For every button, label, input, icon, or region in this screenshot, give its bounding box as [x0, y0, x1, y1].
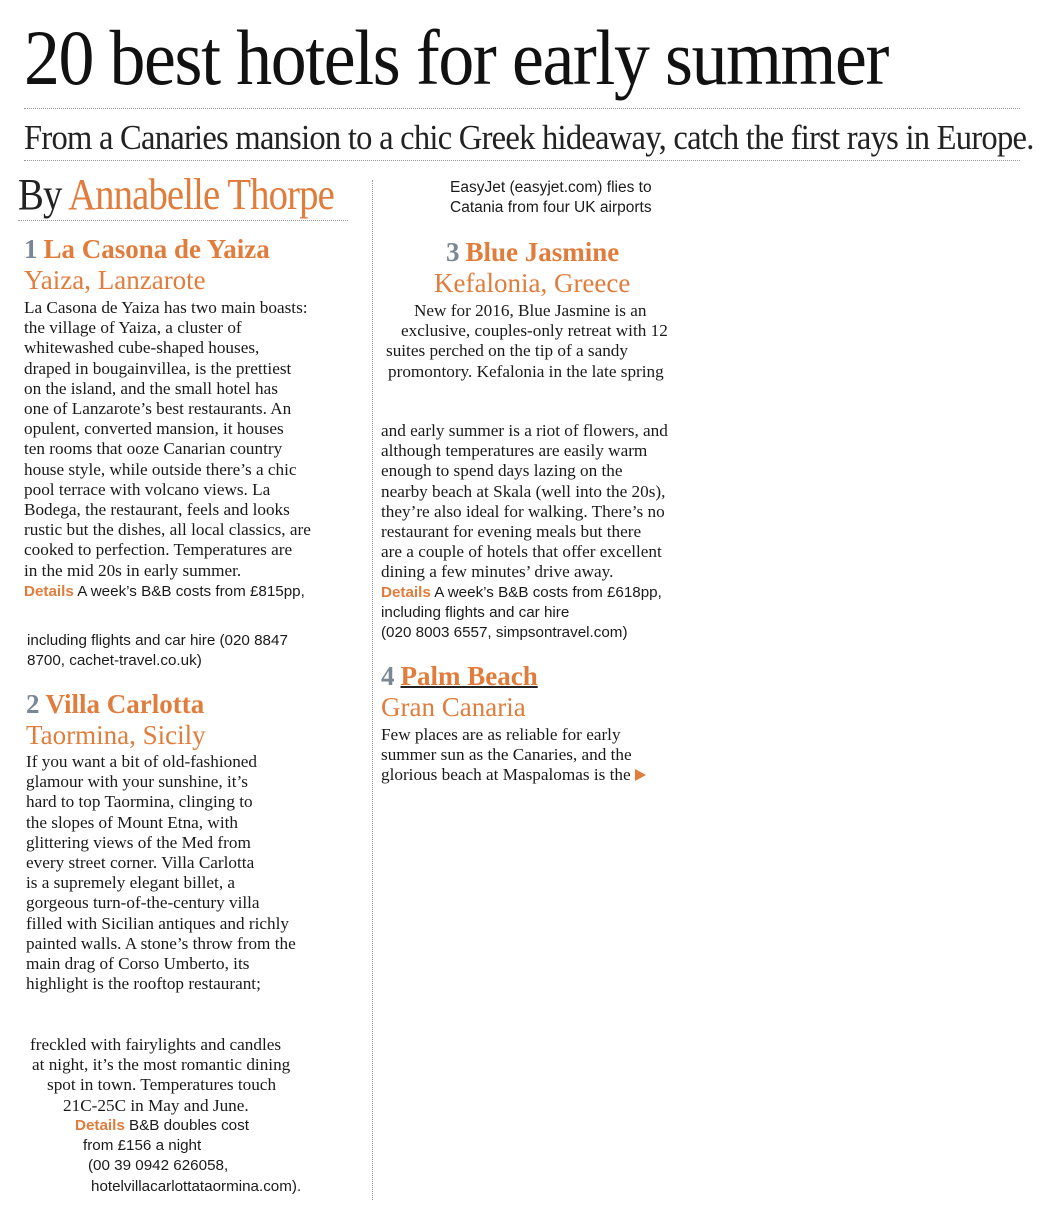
byline-prefix: By — [18, 170, 62, 219]
flight-note: EasyJet (easyjet.com) flies to Catania from four UK airports — [450, 179, 652, 217]
divider — [24, 108, 1020, 109]
hotel-number: 4 — [381, 661, 395, 691]
hotel-number: 3 — [446, 237, 460, 267]
hotel-3-details: Details A week’s B&B costs from £618pp, including flights and car hire (020 8003 6557, simpsontravel.com) — [381, 584, 662, 642]
hotel-1-details: Details A week’s B&B costs from £815pp, — [24, 583, 305, 600]
hotel-4-body: Few places are as reliable for early summer sun as the Canaries, and the glorious beach at Maspalomas is the — [381, 725, 646, 786]
byline — [18, 168, 334, 222]
divider — [18, 220, 348, 221]
details-label: Details — [24, 583, 74, 600]
hotel-3-location: Kefalonia, Greece — [434, 268, 631, 298]
hotel-4-location: Gran Canaria — [381, 692, 526, 722]
details-label: Details — [75, 1117, 125, 1134]
details-label: Details — [381, 584, 431, 601]
hotel-2-body-cont: freckled with fairylights and candles at night, it’s the most romantic dining spot in town. Temperatures touch 21C-25C in May and June. — [30, 1035, 291, 1115]
column-divider — [372, 180, 373, 1200]
divider — [24, 160, 1020, 161]
hotel-2-location: Taormina, Sicily — [26, 720, 206, 750]
hotel-2-details: Details B&B doubles cost from £156 a night (00 39 0942 626058, hotelvillacarlottataormina.com). — [75, 1117, 302, 1195]
hotel-2-body: If you want a bit of old-fashioned glamour with your sunshine, it’s hard to top Taormina, clinging to the slopes of Mount Etna, with glittering views of the Med from every street corner. Villa Carlotta is a supremely elegant billet, a gorgeous turn-of-the-century villa filled with Sicilian antiques and richly painted walls. A stone’s throw from the main drag of Corso Umberto, its highlight is the rooftop restaurant; — [26, 752, 296, 994]
hotel-name: Blue Jasmine — [465, 237, 620, 267]
hotel-number: 2 — [26, 689, 40, 719]
headline: 20 best hotels for early summer — [24, 14, 888, 101]
hotel-3-body: New for 2016, Blue Jasmine is an exclusive, couples-only retreat with 12 suites perched on the tip of a sandy promontory. Kefalonia in the late spring — [386, 301, 668, 381]
hotel-name[interactable]: Palm Beach — [400, 661, 538, 691]
hotel-1-location: Yaiza, Lanzarote — [24, 265, 206, 295]
hotel-number: 1 — [24, 234, 38, 264]
hotel-1-body: La Casona de Yaiza has two main boasts: the village of Yaiza, a cluster of whitewashed cube-shaped houses, draped in bougainvillea, is the prettiest on the island, and the small hotel has one of Lanzarote’s best restaurants. An opulent, converted mansion, it houses ten rooms that ooze Canarian country house style, while outside there’s a chic pool terrace with volcano views. La Bodega, the restaurant, feels and looks rustic but the dishes, all local classics, are cooked to perfection. Temperatures are in the mid 20s in early summer. — [24, 298, 311, 580]
byline-author: Annabelle Thorpe — [68, 170, 334, 219]
continue-arrow-icon[interactable] — [635, 769, 646, 781]
hotel-1-details-cont: including flights and car hire (020 8847 8700, cachet-travel.co.uk) — [27, 632, 288, 670]
standfirst: From a Canaries mansion to a chic Greek hideaway, catch the first rays in Europe. — [24, 118, 1034, 157]
hotel-name: Villa Carlotta — [45, 689, 205, 719]
hotel-3-body-cont: and early summer is a riot of flowers, and although temperatures are easily warm enough to spend days lazing on the nearby beach at Skala (well into the 20s), they’re also ideal for walking. There’s no restaurant for evening meals but there are a couple of hotels that offer excellent dining a few minutes’ drive away. — [381, 421, 668, 582]
hotel-name: La Casona de Yaiza — [43, 234, 270, 264]
